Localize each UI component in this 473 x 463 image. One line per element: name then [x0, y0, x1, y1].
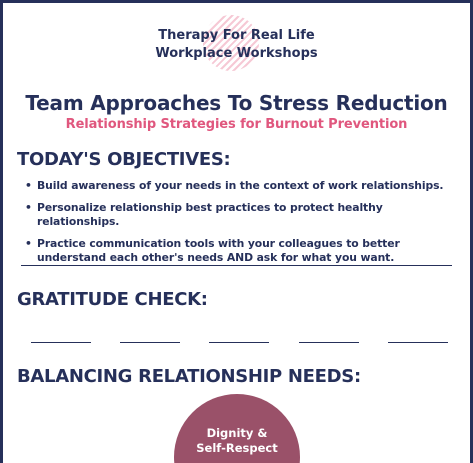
gratitude-blank-line [209, 342, 269, 343]
objectives-list [23, 179, 463, 273]
gratitude-blank-line [31, 342, 91, 343]
gratitude-blank-line [299, 342, 359, 343]
page-title: Team Approaches To Stress Reduction [25, 91, 448, 115]
objectives-heading: TODAY'S OBJECTIVES: [17, 149, 231, 170]
page-subtitle: Relationship Strategies for Burnout Prevention [65, 117, 408, 132]
balancing-heading: BALANCING RELATIONSHIP NEEDS: [17, 366, 361, 387]
gratitude-blank-line [120, 342, 180, 343]
gratitude-blank-line [388, 342, 448, 343]
brand-name: Therapy For Real Life [158, 28, 315, 43]
objective-item: • Personalize relationship best practices to protect healthy relationships. [23, 201, 463, 229]
gratitude-heading: GRATITUDE CHECK: [17, 289, 208, 310]
objective-item: • Practice communication tools with your colleagues to better understand each other's needs AND ask for what you want. [23, 237, 463, 265]
section-divider [21, 265, 452, 266]
needs-circle-label-line1: Dignity & [206, 426, 268, 440]
brand-tagline: Workplace Workshops [155, 46, 318, 61]
needs-circle-label-line2: Self-Respect [196, 441, 278, 455]
needs-circle [174, 394, 300, 463]
objective-item: • Build awareness of your needs in the context of work relationships. [23, 179, 463, 193]
brand-header [3, 27, 470, 63]
